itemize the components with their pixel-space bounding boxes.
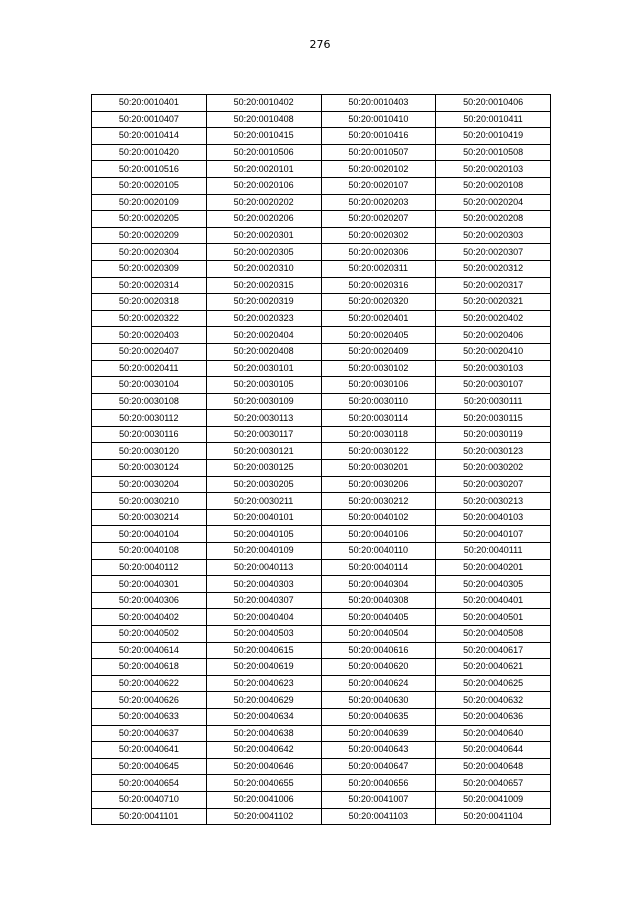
table-cell: 50:20:0040111 [436,543,551,560]
table-cell: 50:20:0040647 [321,758,436,775]
table-cell: 50:20:0010411 [436,111,551,128]
table-cell: 50:20:0020307 [436,244,551,261]
table-cell: 50:20:0040624 [321,675,436,692]
table-cell: 50:20:0020405 [321,327,436,344]
table-row [92,758,551,775]
table-cell: 50:20:0040623 [206,675,321,692]
table-cell: 50:20:0020207 [321,211,436,228]
table-cell: 50:20:0030108 [92,393,207,410]
table-cell: 50:20:0010402 [206,95,321,112]
table-cell: 50:20:0020109 [92,194,207,211]
table-cell: 50:20:0010419 [436,128,551,145]
table-cell: 50:20:0041006 [206,791,321,808]
table-row [92,476,551,493]
table-cell: 50:20:0040112 [92,559,207,576]
table-cell: 50:20:0020323 [206,310,321,327]
table-row [92,310,551,327]
table-cell: 50:20:0040625 [436,675,551,692]
table-row [92,194,551,211]
table-cell: 50:20:0041103 [321,808,436,825]
table-cell: 50:20:0030117 [206,426,321,443]
table-cell: 50:20:0020204 [436,194,551,211]
table-cell: 50:20:0030103 [436,360,551,377]
table-cell: 50:20:0040632 [436,692,551,709]
table-cell: 50:20:0040618 [92,659,207,676]
table-cell: 50:20:0010408 [206,111,321,128]
table-cell: 50:20:0041102 [206,808,321,825]
table-row [92,659,551,676]
table-cell: 50:20:0040635 [321,708,436,725]
table-cell: 50:20:0020406 [436,327,551,344]
table-cell: 50:20:0020322 [92,310,207,327]
table-row [92,642,551,659]
table-cell: 50:20:0040634 [206,708,321,725]
table-cell: 50:20:0020410 [436,343,551,360]
table-cell: 50:20:0020306 [321,244,436,261]
table-cell: 50:20:0030118 [321,426,436,443]
table-cell: 50:20:0030124 [92,460,207,477]
table-cell: 50:20:0040106 [321,526,436,543]
table-cell: 50:20:0020402 [436,310,551,327]
table-cell: 50:20:0040402 [92,609,207,626]
table-cell: 50:20:0040308 [321,592,436,609]
table-row [92,559,551,576]
table-cell: 50:20:0030120 [92,443,207,460]
table-cell: 50:20:0020301 [206,227,321,244]
table-cell: 50:20:0040621 [436,659,551,676]
table-cell: 50:20:0040616 [321,642,436,659]
table-cell: 50:20:0040113 [206,559,321,576]
table-cell: 50:20:0020305 [206,244,321,261]
table-cell: 50:20:0041009 [436,791,551,808]
table-cell: 50:20:0020206 [206,211,321,228]
table-row [92,327,551,344]
table-cell: 50:20:0010506 [206,144,321,161]
table-cell: 50:20:0040629 [206,692,321,709]
table-cell: 50:20:0020102 [321,161,436,178]
table-cell: 50:20:0020309 [92,260,207,277]
table-cell: 50:20:0020202 [206,194,321,211]
table-cell: 50:20:0010507 [321,144,436,161]
table-cell: 50:20:0020107 [321,177,436,194]
table-cell: 50:20:0040508 [436,626,551,643]
table-cell: 50:20:0020315 [206,277,321,294]
table-cell: 50:20:0040105 [206,526,321,543]
table-cell: 50:20:0020205 [92,211,207,228]
table-cell: 50:20:0040102 [321,509,436,526]
table-cell: 50:20:0020318 [92,294,207,311]
table-cell: 50:20:0030213 [436,493,551,510]
table-cell: 50:20:0030205 [206,476,321,493]
table-cell: 50:20:0040307 [206,592,321,609]
table-row [92,360,551,377]
table-cell: 50:20:0040110 [321,543,436,560]
table-row [92,377,551,394]
table-cell: 50:20:0030105 [206,377,321,394]
table-cell: 50:20:0020403 [92,327,207,344]
table-cell: 50:20:0040640 [436,725,551,742]
table-cell: 50:20:0020209 [92,227,207,244]
table-cell: 50:20:0030115 [436,410,551,427]
table-cell: 50:20:0030214 [92,509,207,526]
table-cell: 50:20:0030201 [321,460,436,477]
table-cell: 50:20:0020101 [206,161,321,178]
table-cell: 50:20:0040503 [206,626,321,643]
table-cell: 50:20:0020404 [206,327,321,344]
table-cell: 50:20:0030106 [321,377,436,394]
table-row [92,592,551,609]
table-cell: 50:20:0030104 [92,377,207,394]
table-cell: 50:20:0030119 [436,426,551,443]
table-cell: 50:20:0030207 [436,476,551,493]
table-row [92,260,551,277]
table-cell: 50:20:0030112 [92,410,207,427]
table-row [92,161,551,178]
table-cell: 50:20:0041104 [436,808,551,825]
table-cell: 50:20:0040619 [206,659,321,676]
table-cell: 50:20:0040405 [321,609,436,626]
table-cell: 50:20:0040303 [206,576,321,593]
table-cell: 50:20:0040614 [92,642,207,659]
table-cell: 50:20:0010516 [92,161,207,178]
table-row [92,227,551,244]
table-cell: 50:20:0020314 [92,277,207,294]
table-cell: 50:20:0040646 [206,758,321,775]
table-cell: 50:20:0010508 [436,144,551,161]
table-cell: 50:20:0010407 [92,111,207,128]
page-number: 276 [309,38,331,51]
table-cell: 50:20:0040654 [92,775,207,792]
table-cell: 50:20:0040504 [321,626,436,643]
table-cell: 50:20:0040642 [206,742,321,759]
table-cell: 50:20:0041007 [321,791,436,808]
table-row [92,144,551,161]
table-row [92,410,551,427]
cadastral-numbers-table [91,94,551,825]
table-cell: 50:20:0020106 [206,177,321,194]
table-cell: 50:20:0020108 [436,177,551,194]
table-row [92,675,551,692]
table-cell: 50:20:0040655 [206,775,321,792]
table-cell: 50:20:0040656 [321,775,436,792]
table-cell: 50:20:0010416 [321,128,436,145]
table-cell: 50:20:0020105 [92,177,207,194]
table-cell: 50:20:0020321 [436,294,551,311]
table-cell: 50:20:0010415 [206,128,321,145]
table-cell: 50:20:0030202 [436,460,551,477]
table-row [92,177,551,194]
table-cell: 50:20:0040637 [92,725,207,742]
table-cell: 50:20:0020310 [206,260,321,277]
table-cell: 50:20:0030211 [206,493,321,510]
table-row [92,95,551,112]
table-cell: 50:20:0020319 [206,294,321,311]
table-cell: 50:20:0020311 [321,260,436,277]
table-row [92,294,551,311]
table-cell: 50:20:0030210 [92,493,207,510]
table-cell: 50:20:0040304 [321,576,436,593]
table-row [92,543,551,560]
table-cell: 50:20:0040401 [436,592,551,609]
table-cell: 50:20:0040638 [206,725,321,742]
table-row [92,111,551,128]
table-row [92,526,551,543]
table-cell: 50:20:0020408 [206,343,321,360]
table-cell: 50:20:0020411 [92,360,207,377]
table-row [92,443,551,460]
table-cell: 50:20:0040636 [436,708,551,725]
table-row [92,211,551,228]
table-cell: 50:20:0040201 [436,559,551,576]
table-cell: 50:20:0040710 [92,791,207,808]
table-cell: 50:20:0020203 [321,194,436,211]
table-cell: 50:20:0020401 [321,310,436,327]
table-cell: 50:20:0010403 [321,95,436,112]
table-cell: 50:20:0040305 [436,576,551,593]
table-cell: 50:20:0040104 [92,526,207,543]
table-cell: 50:20:0040109 [206,543,321,560]
table-row [92,692,551,709]
table-cell: 50:20:0030122 [321,443,436,460]
table-cell: 50:20:0020208 [436,211,551,228]
table-cell: 50:20:0040644 [436,742,551,759]
table-cell: 50:20:0030107 [436,377,551,394]
table-cell: 50:20:0040107 [436,526,551,543]
table-cell: 50:20:0040114 [321,559,436,576]
table-cell: 50:20:0030123 [436,443,551,460]
table-cell: 50:20:0010410 [321,111,436,128]
table-body [92,95,551,825]
table-cell: 50:20:0040657 [436,775,551,792]
table-cell: 50:20:0020103 [436,161,551,178]
table-row [92,277,551,294]
table-cell: 50:20:0040641 [92,742,207,759]
table-row [92,791,551,808]
table-cell: 50:20:0040633 [92,708,207,725]
table-row [92,460,551,477]
table-cell: 50:20:0040620 [321,659,436,676]
table-cell: 50:20:0041101 [92,808,207,825]
table-row [92,708,551,725]
table-cell: 50:20:0030102 [321,360,436,377]
table-cell: 50:20:0040301 [92,576,207,593]
table-row [92,128,551,145]
table-row [92,493,551,510]
table-cell: 50:20:0020317 [436,277,551,294]
table-cell: 50:20:0020303 [436,227,551,244]
table-cell: 50:20:0030109 [206,393,321,410]
table-cell: 50:20:0020316 [321,277,436,294]
table-row [92,742,551,759]
table-cell: 50:20:0010401 [92,95,207,112]
table-cell: 50:20:0030212 [321,493,436,510]
table-cell: 50:20:0030110 [321,393,436,410]
table-row [92,426,551,443]
table-row [92,393,551,410]
table-cell: 50:20:0030204 [92,476,207,493]
table-cell: 50:20:0020320 [321,294,436,311]
table-cell: 50:20:0040643 [321,742,436,759]
table-cell: 50:20:0040630 [321,692,436,709]
table-cell: 50:20:0040101 [206,509,321,526]
table-cell: 50:20:0040103 [436,509,551,526]
table-cell: 50:20:0040404 [206,609,321,626]
table-row [92,808,551,825]
table-cell: 50:20:0040622 [92,675,207,692]
table-row [92,576,551,593]
table-cell: 50:20:0040306 [92,592,207,609]
table-row [92,626,551,643]
table-cell: 50:20:0030121 [206,443,321,460]
table-cell: 50:20:0040108 [92,543,207,560]
table-cell: 50:20:0030206 [321,476,436,493]
table-cell: 50:20:0040645 [92,758,207,775]
table-cell: 50:20:0010414 [92,128,207,145]
table-cell: 50:20:0040639 [321,725,436,742]
table-row [92,609,551,626]
table-cell: 50:20:0040615 [206,642,321,659]
table-cell: 50:20:0020304 [92,244,207,261]
table-cell: 50:20:0040617 [436,642,551,659]
table-cell: 50:20:0030101 [206,360,321,377]
table-cell: 50:20:0010420 [92,144,207,161]
table-cell: 50:20:0020302 [321,227,436,244]
table-cell: 50:20:0010406 [436,95,551,112]
table-cell: 50:20:0040626 [92,692,207,709]
table-cell: 50:20:0030114 [321,410,436,427]
table-cell: 50:20:0030111 [436,393,551,410]
table-cell: 50:20:0040502 [92,626,207,643]
table-cell: 50:20:0040501 [436,609,551,626]
table-cell: 50:20:0020312 [436,260,551,277]
table-row [92,343,551,360]
table-cell: 50:20:0040648 [436,758,551,775]
table-cell: 50:20:0030113 [206,410,321,427]
table-cell: 50:20:0020407 [92,343,207,360]
table-row [92,725,551,742]
table-cell: 50:20:0030125 [206,460,321,477]
table-row [92,775,551,792]
table-cell: 50:20:0020409 [321,343,436,360]
table-row [92,509,551,526]
table-cell: 50:20:0030116 [92,426,207,443]
table-row [92,244,551,261]
